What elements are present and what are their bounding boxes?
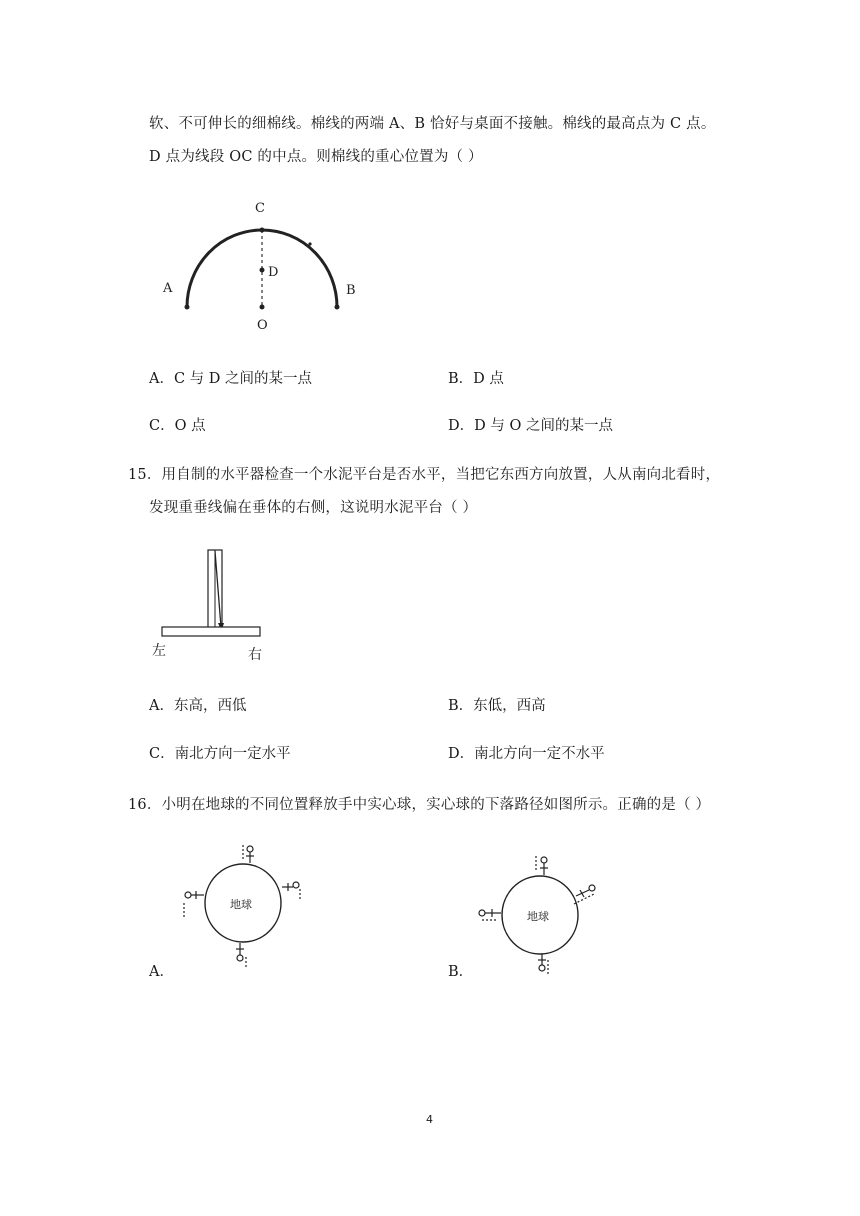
point-c (260, 228, 265, 233)
q16-option-b[interactable]: B． (448, 964, 474, 980)
person-left (184, 891, 204, 917)
label-o: O (257, 318, 268, 333)
q15-option-c[interactable]: C．南北方向一定水平 (149, 746, 291, 762)
q15-option-b[interactable]: B．东低，西高 (448, 698, 546, 714)
point-o (260, 305, 265, 310)
label-b: B (346, 283, 356, 298)
person-top (243, 845, 254, 863)
q14-option-b[interactable]: B．D 点 (448, 371, 504, 387)
q15-level-figure (148, 545, 278, 665)
q15-option-a[interactable]: A．东高，西低 (149, 698, 247, 714)
label-right: 右 (248, 647, 262, 663)
person-right (574, 885, 595, 904)
q14-text-line-2: D 点为线段 OC 的中点。则棉线的重心位置为（ ） (149, 149, 483, 165)
q15-text-line-2: 发现重垂线偏在垂体的右侧，这说明水泥平台（ ） (149, 500, 478, 516)
q16-option-a[interactable]: A． (149, 964, 174, 980)
label-left: 左 (152, 643, 166, 659)
q14-option-c[interactable]: C．O 点 (149, 418, 206, 434)
q14-option-a[interactable]: A．C 与 D 之间的某一点 (149, 371, 313, 387)
q14-option-d[interactable]: D．D 与 O 之间的某一点 (448, 418, 613, 434)
person-bottom (538, 954, 548, 974)
q15-option-d[interactable]: D．南北方向一定不水平 (448, 746, 605, 762)
q16-earth-figure-a (170, 835, 320, 975)
point-d (260, 268, 265, 273)
q14-text-line-1: 软、不可伸长的细棉线。棉线的两端 A、B 恰好与桌面不接触。棉线的最高点为 C 点。 (149, 116, 716, 132)
q14-semicircle-figure (150, 192, 370, 342)
earth-label: 地球 (527, 910, 549, 923)
person-left (479, 909, 501, 920)
label-a: A (163, 281, 173, 296)
label-c: C (255, 201, 265, 216)
label-d: D (268, 265, 279, 280)
point-b (335, 305, 340, 310)
point-a (185, 305, 190, 310)
person-top (536, 856, 548, 875)
earth-label: 地球 (230, 898, 252, 911)
q15-text-line-1: 15．用自制的水平器检查一个水泥平台是否水平，当把它东西方向放置，人从南向北看时， (128, 467, 721, 483)
person-bottom (236, 943, 246, 969)
person-right (282, 882, 300, 901)
level-base (162, 627, 260, 636)
q16-text-line-1: 16．小明在地球的不同位置释放手中实心球，实心球的下落路径如图所示。正确的是（ ） (128, 797, 711, 813)
q16-earth-figure-b (470, 850, 620, 980)
page-number: 4 (426, 1113, 433, 1126)
